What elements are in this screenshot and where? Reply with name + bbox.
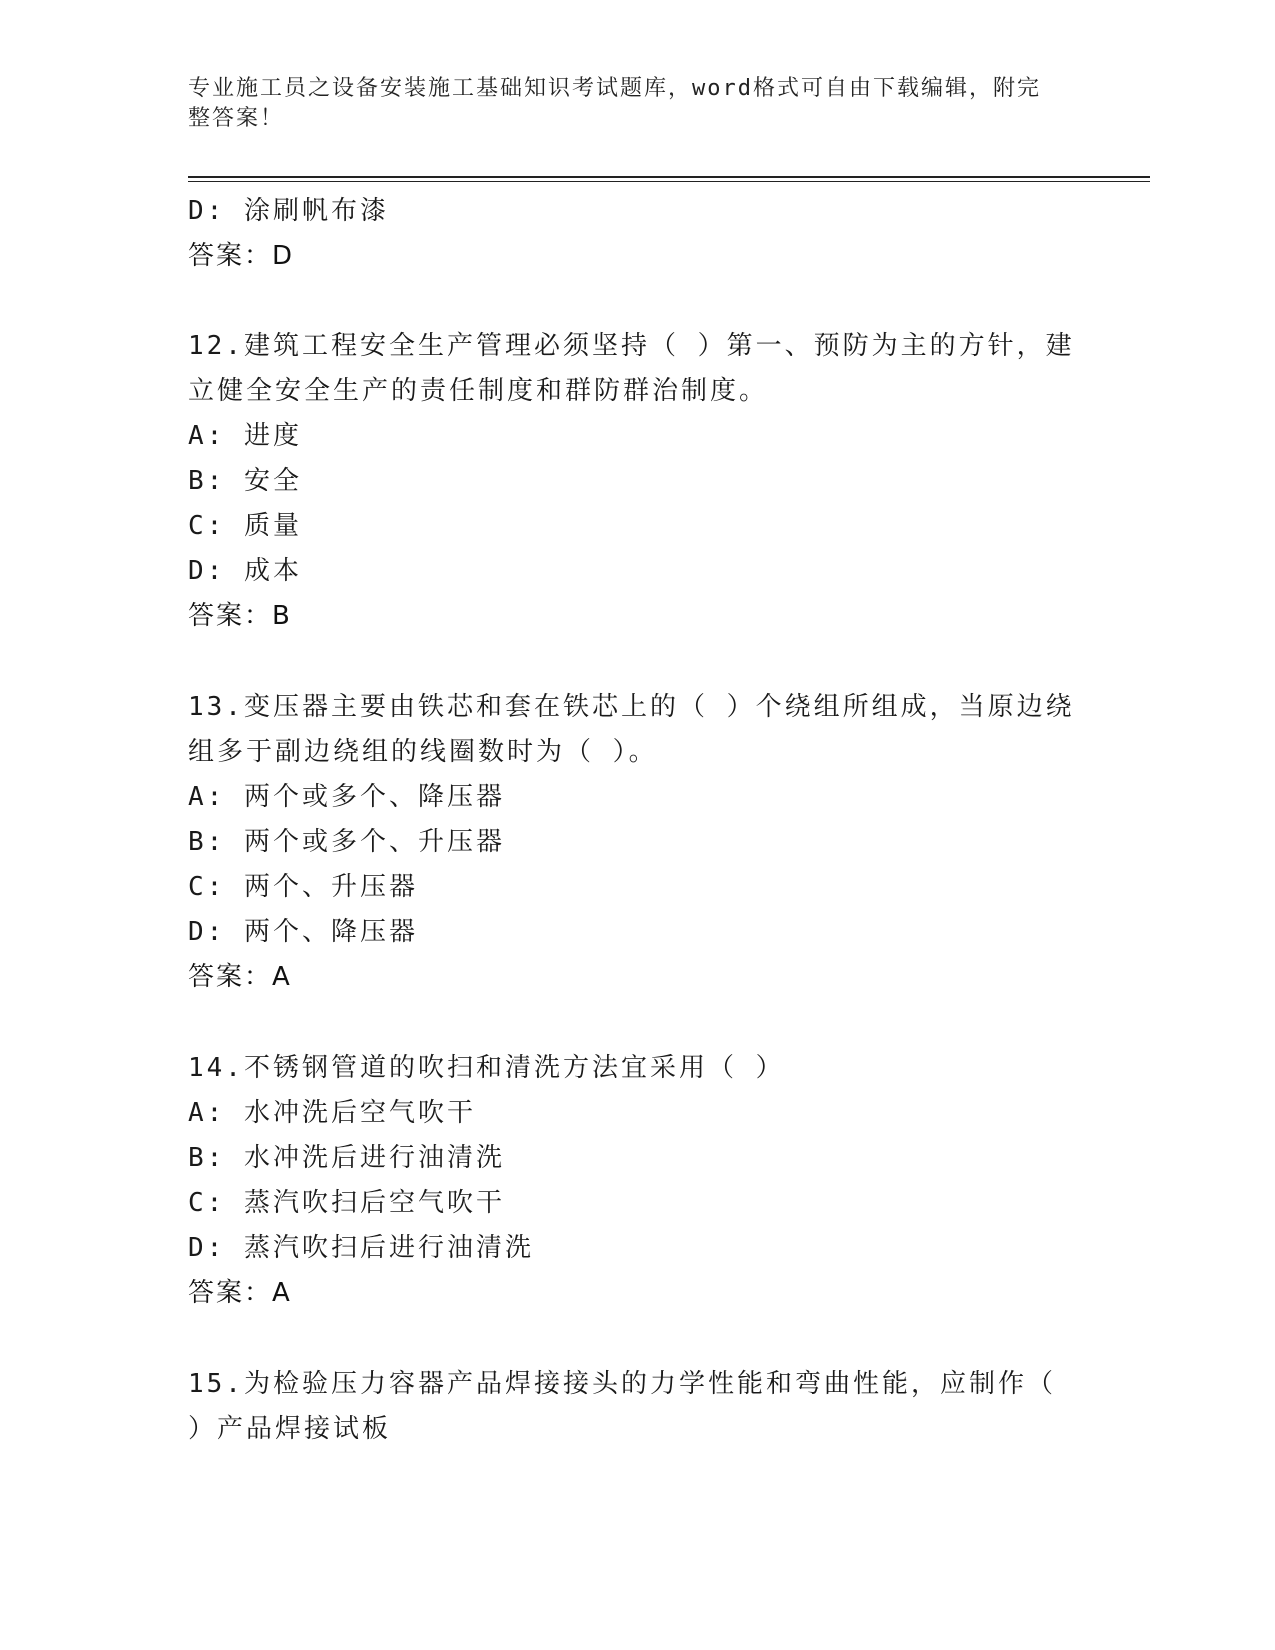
q14-option-a: A: 水冲洗后空气吹干 bbox=[188, 1098, 476, 1128]
q13-option-a: A: 两个或多个、降压器 bbox=[188, 782, 505, 812]
q12-option-c: C: 质量 bbox=[188, 511, 302, 541]
q13-option-d: D: 两个、降压器 bbox=[188, 917, 418, 947]
q12-option-b: B: 安全 bbox=[188, 466, 302, 496]
header-divider-top bbox=[188, 176, 1150, 178]
header-divider-bottom bbox=[188, 181, 1150, 182]
q12-answer: 答案：B bbox=[188, 601, 292, 631]
q14-answer: 答案：A bbox=[188, 1278, 292, 1308]
header-line-1: 专业施工员之设备安装施工基础知识考试题库，word格式可自由下载编辑，附完 bbox=[188, 76, 1041, 101]
q15-stem-line-2: ）产品焊接试板 bbox=[188, 1414, 392, 1444]
q13-answer: 答案：A bbox=[188, 962, 292, 992]
q13-option-b: B: 两个或多个、升压器 bbox=[188, 827, 505, 857]
q14-option-b: B: 水冲洗后进行油清洗 bbox=[188, 1143, 505, 1173]
q15-stem-line-1: 15.为检验压力容器产品焊接接头的力学性能和弯曲性能，应制作（ bbox=[188, 1369, 1056, 1399]
prev-option-d: D: 涂刷帆布漆 bbox=[188, 196, 389, 226]
q13-stem-line-2: 组多于副边绕组的线圈数时为（ ）。 bbox=[188, 737, 658, 767]
q14-option-c: C: 蒸汽吹扫后空气吹干 bbox=[188, 1188, 505, 1218]
q13-option-c: C: 两个、升压器 bbox=[188, 872, 418, 902]
q12-stem-line-2: 立健全安全生产的责任制度和群防群治制度。 bbox=[188, 376, 769, 406]
q12-option-d: D: 成本 bbox=[188, 556, 302, 586]
q14-option-d: D: 蒸汽吹扫后进行油清洗 bbox=[188, 1233, 534, 1263]
document-header bbox=[188, 74, 1088, 134]
q14-stem-line-1: 14.不锈钢管道的吹扫和清洗方法宜采用（ ） bbox=[188, 1053, 785, 1083]
q13-stem-line-1: 13.变压器主要由铁芯和套在铁芯上的（ ）个绕组所组成，当原边绕 bbox=[188, 692, 1075, 722]
q12-stem-line-1: 12.建筑工程安全生产管理必须坚持（ ）第一、预防为主的方针，建 bbox=[188, 331, 1075, 361]
prev-answer: 答案：D bbox=[188, 241, 295, 271]
q12-option-a: A: 进度 bbox=[188, 421, 302, 451]
header-line-2: 整答案！ bbox=[188, 106, 285, 131]
